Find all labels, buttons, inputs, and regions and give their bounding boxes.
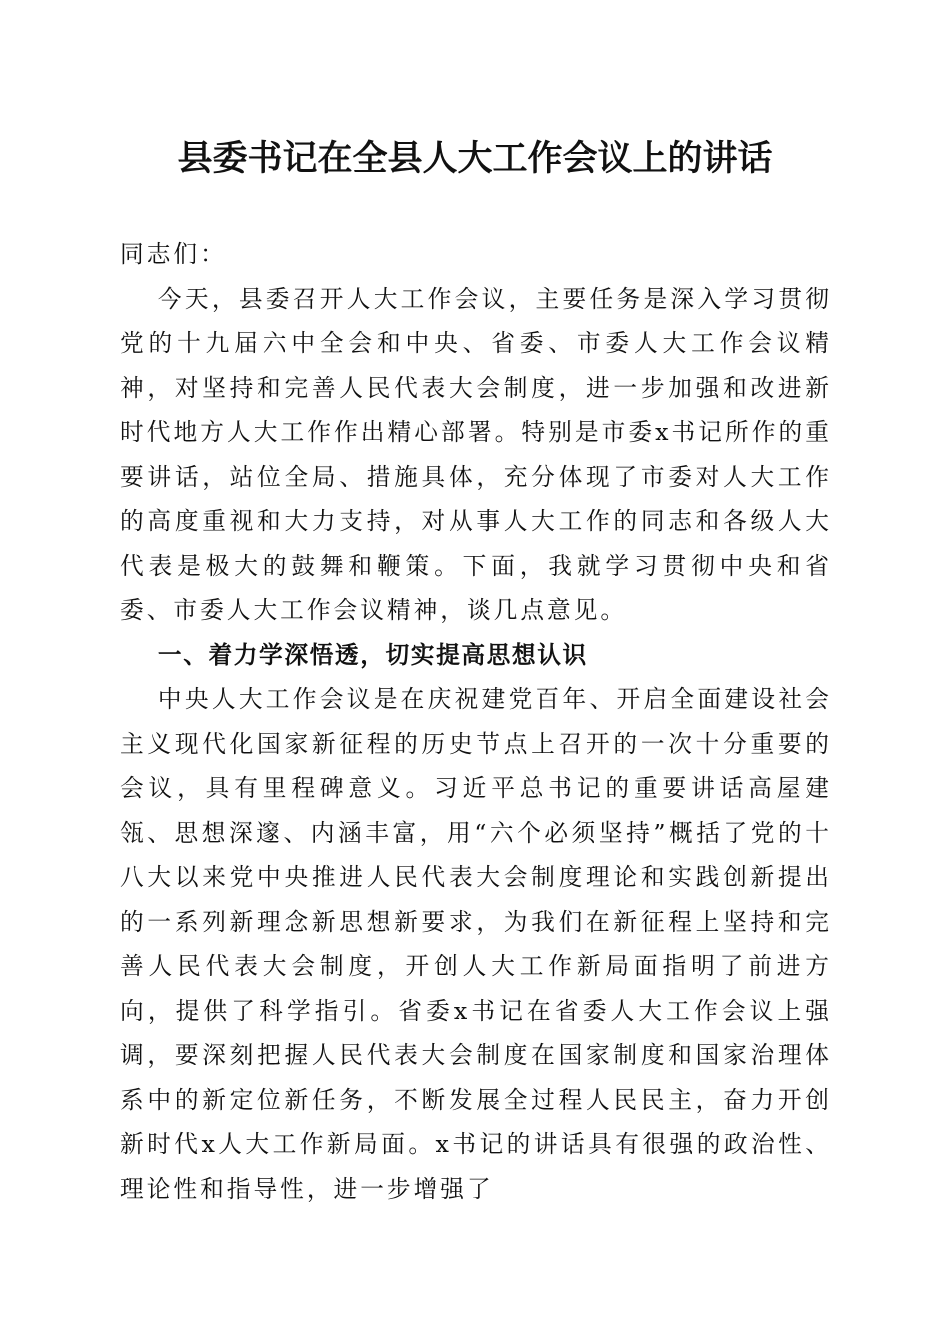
document-title: 县委书记在全县人大工作会议上的讲话 [177,138,773,179]
section-heading: 一、着力学深悟透，切实提高思想认识 [157,640,588,669]
document-body [120,232,832,1211]
paragraph-intro: 今天，县委召开人大工作会议，主要任务是深入学习贯彻党的十九届六中全会和中央、省委、市委人大工作会议精神，对坚持和完善人民代表大会制度，进一步加强和改进新时代地方人大工作作出精心部署。特别是市委x书记所作的重要讲话，站位全局、措施具体，充分体现了市委对人大工作的高度重视和大力支持，对从事人大工作的同志和各级人大代表是极大的鼓舞和鞭策。下面，我就学习贯彻中央和省委、市委人大工作会议精神，谈几点意见。 [120,284,832,624]
paragraph-section-one: 中央人大工作会议是在庆祝建党百年、开启全面建设社会主义现代化国家新征程的历史节点上召开的一次十分重要的会议，具有里程碑意义。习近平总书记的重要讲话高屋建瓴、思想深邃、内涵丰富，用“六个必须坚持”概括了党的十八大以来党中央推进人民代表大会制度理论和实践创新提出的一系列新理念新思想新要求，为我们在新征程上坚持和完善人民代表大会制度，开创人大工作新局面指明了前进方向，提供了科学指引。省委x书记在省委人大工作会议上强调，要深刻把握人民代表大会制度在国家制度和国家治理体系中的新定位新任务，不断发展全过程人民民主，奋力开创新时代x人大工作新局面。x书记的讲话具有很强的政治性、理论性和指导性，进一步增强了 [120,685,832,1203]
salutation: 同志们： [120,240,227,268]
